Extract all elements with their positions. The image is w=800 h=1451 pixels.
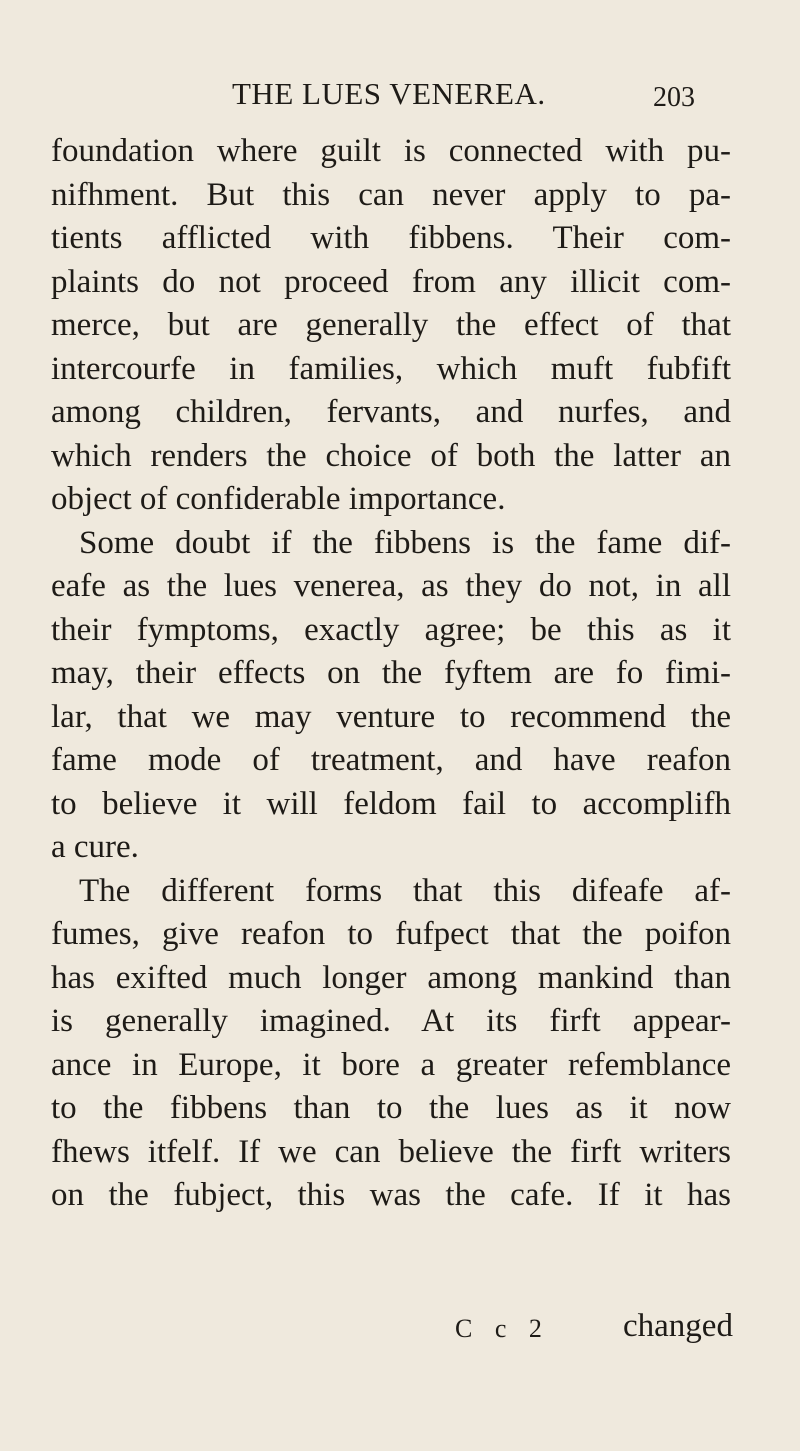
text-line: on the fubject, this was the cafe. If it has [51, 1177, 731, 1213]
text-line: fame mode of treatment, and have reafon [51, 742, 731, 778]
text-line: object of confiderable importance. [51, 481, 506, 517]
text-line: may, their effects on the fyftem are fo fimi- [51, 655, 731, 691]
running-head-title: THE LUES VENEREA. [232, 76, 546, 111]
text-line: to the fibbens than to the lues as it now [51, 1090, 731, 1126]
text-line: to believe it will feldom fail to accomplifh [51, 785, 731, 822]
text-line: intercourfe in families, which muft fubfift [51, 350, 731, 387]
text-line: a cure. [51, 829, 139, 865]
running-head [232, 76, 546, 112]
text-line: eafe as the lues venerea, as they do not, in all [51, 568, 731, 604]
text-line: lar, that we may venture to recommend the [51, 698, 731, 735]
text-line: foundation where guilt is connected with pu- [51, 133, 731, 169]
text-line: plaints do not proceed from any illicit com- [51, 263, 731, 300]
catchword: changed [623, 1308, 733, 1344]
text-line: fumes, give reafon to fufpect that the poifon [51, 916, 731, 952]
text-line: has exifted much longer among mankind than [51, 959, 731, 996]
text-line: their fymptoms, exactly agree; be this as it [51, 611, 731, 648]
text-line: merce, but are generally the effect of that [51, 307, 731, 343]
text-line: fhews itfelf. If we can believe the firft writers [51, 1133, 731, 1170]
text-line: is generally imagined. At its firft appear- [51, 1003, 731, 1039]
text-line: ance in Europe, it bore a greater refemblance [51, 1046, 731, 1083]
text-line: The different forms that this difeafe af- [79, 872, 731, 909]
signature-mark: C c 2 [455, 1314, 550, 1343]
text-line: among children, fervants, and nurfes, and [51, 394, 731, 430]
body-text [51, 130, 731, 1218]
text-line: nifhment. But this can never apply to pa- [51, 176, 731, 213]
page-footer [0, 1308, 800, 1352]
text-line: Some doubt if the fibbens is the fame dif- [79, 524, 731, 561]
text-line: tients afflicted with fibbens. Their com- [51, 220, 731, 256]
text-line: which renders the choice of both the latter an [51, 437, 731, 474]
page-number: 203 [653, 82, 695, 113]
